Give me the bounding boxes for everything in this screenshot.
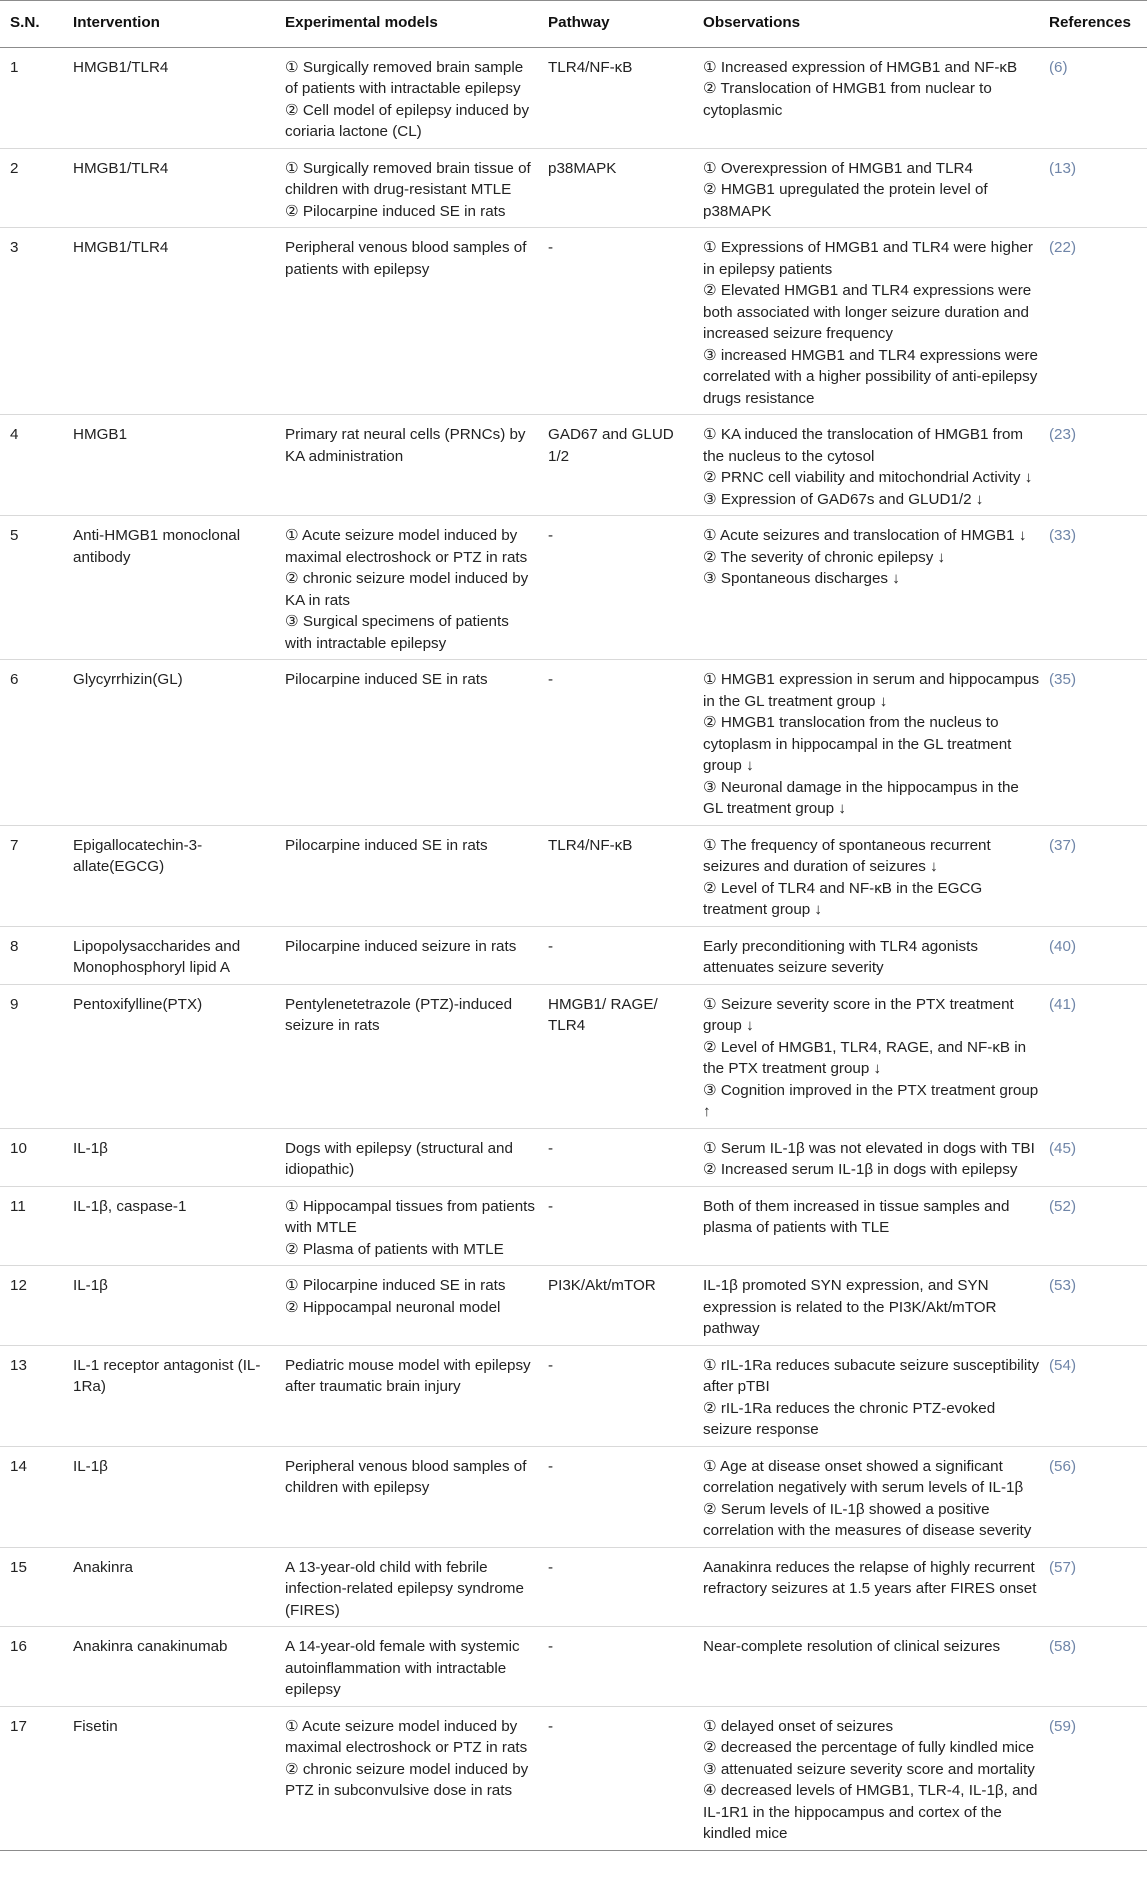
observation-item: ② Translocation of HMGB1 from nuclear to cytoplasmic [703,80,992,119]
observation-item: ① Expressions of HMGB1 and TLR4 were higher in epilepsy patients [703,239,1033,278]
model-item: ③ Surgical specimens of patients with intractable epilepsy [285,613,509,652]
cell-pathway: - [548,228,703,415]
cell-sn: 3 [0,228,73,415]
model-item: ① Acute seizure model induced by maximal electroshock or PTZ in rats [285,527,528,566]
cell-observations [703,1345,1049,1446]
cell-intervention: Glycyrrhizin(GL) [73,660,285,826]
cell-sn: 14 [0,1446,73,1547]
observation-item: ② The severity of chronic epilepsy ↓ [703,548,946,566]
cell-intervention: Anakinra canakinumab [73,1627,285,1707]
table-row [0,1345,1147,1446]
cell-sn: 2 [0,148,73,228]
cell-intervention: IL-1β [73,1128,285,1186]
cell-sn: 1 [0,47,73,148]
table-row [0,1706,1147,1850]
cell-experimental-models [285,516,548,660]
cell-intervention: IL-1β [73,1266,285,1346]
cell-experimental-models [285,1446,548,1547]
observation-item: ③ Spontaneous discharges ↓ [703,570,900,587]
cell-pathway: - [548,1547,703,1627]
cell-observations [703,47,1049,148]
cell-pathway: PI3K/Akt/mTOR [548,1266,703,1346]
table-body [0,47,1147,1850]
observation-item: ② rIL-1Ra reduces the chronic PTZ-evoked seizure response [703,1399,996,1438]
observation-item: ① Age at disease onset showed a significant correlation negatively with serum levels of IL-1β [703,1457,1024,1496]
model-item: Pilocarpine induced SE in rats [285,671,488,688]
cell-experimental-models [285,415,548,516]
cell-intervention: HMGB1/TLR4 [73,148,285,228]
observation-item: ① Acute seizures and translocation of HMGB1 ↓ [703,527,1027,544]
cell-experimental-models [285,1186,548,1266]
cell-observations [703,1266,1049,1346]
cell-intervention: Anakinra [73,1547,285,1627]
cell-pathway: TLR4/NF-κB [548,825,703,926]
cell-experimental-models [285,1627,548,1707]
cell-observations [703,148,1049,228]
observation-item: ① HMGB1 expression in serum and hippocampus in the GL treatment group ↓ [703,671,1040,710]
observation-item: ③ increased HMGB1 and TLR4 expressions were correlated with a higher possibility of anti-epilepsy drugs resistance [703,346,1038,407]
observation-item: ② PRNC cell viability and mitochondrial Activity ↓ [703,469,1033,486]
cell-reference-link: (33) [1049,516,1147,660]
model-item: ① Acute seizure model induced by maximal electroshock or PTZ in rats [285,1717,528,1756]
cell-pathway: - [548,1706,703,1850]
cell-sn: 11 [0,1186,73,1266]
cell-pathway: - [548,1345,703,1446]
observation-item: ③ Expression of GAD67s and GLUD1/2 ↓ [703,490,984,508]
cell-experimental-models [285,228,548,415]
model-item: Pilocarpine induced seizure in rats [285,937,517,955]
table-row [0,415,1147,516]
cell-experimental-models [285,1547,548,1627]
cell-sn: 4 [0,415,73,516]
model-item: Peripheral venous blood samples of children with epilepsy [285,1457,527,1496]
cell-observations [703,1547,1049,1627]
cell-observations [703,926,1049,984]
table-row [0,984,1147,1128]
cell-reference-link: (35) [1049,660,1147,826]
cell-observations [703,984,1049,1128]
model-item: ② chronic seizure model induced by PTZ in subconvulsive dose in rats [285,1760,529,1799]
observation-item: Near-complete resolution of clinical seizures [703,1638,1001,1655]
cell-intervention: Lipopolysaccharides and Monophosphoryl lipid A [73,926,285,984]
observation-item: ③ attenuated seizure severity score and mortality [703,1760,1035,1778]
cell-intervention: HMGB1/TLR4 [73,228,285,415]
header-observations: Observations [703,1,1049,48]
cell-reference-link: (41) [1049,984,1147,1128]
observation-item: ② HMGB1 upregulated the protein level of p38MAPK [703,181,988,220]
cell-intervention: Pentoxifylline(PTX) [73,984,285,1128]
cell-experimental-models [285,148,548,228]
cell-sn: 9 [0,984,73,1128]
cell-reference-link: (40) [1049,926,1147,984]
table-row [0,516,1147,660]
model-item: Peripheral venous blood samples of patients with epilepsy [285,239,527,278]
header-experimental-models: Experimental models [285,1,548,48]
model-item: ① Surgically removed brain tissue of children with drug-resistant MTLE [285,159,531,198]
cell-experimental-models [285,47,548,148]
model-item: ① Surgically removed brain sample of patients with intractable epilepsy [285,58,524,97]
cell-experimental-models [285,1128,548,1186]
cell-observations [703,1186,1049,1266]
cell-experimental-models [285,1706,548,1850]
table-row [0,926,1147,984]
table-row [0,1547,1147,1627]
cell-pathway: - [548,1627,703,1707]
cell-observations [703,660,1049,826]
cell-experimental-models [285,1266,548,1346]
cell-intervention: IL-1β [73,1446,285,1547]
table-row [0,825,1147,926]
cell-sn: 15 [0,1547,73,1627]
observation-item: ② Level of TLR4 and NF-κB in the EGCG treatment group ↓ [703,879,983,918]
cell-sn: 7 [0,825,73,926]
observation-item: ② decreased the percentage of fully kindled mice [703,1739,1035,1756]
cell-sn: 10 [0,1128,73,1186]
cell-pathway: - [548,1446,703,1547]
cell-pathway: - [548,926,703,984]
cell-sn: 12 [0,1266,73,1346]
cell-reference-link: (45) [1049,1128,1147,1186]
observation-item: IL-1β promoted SYN expression, and SYN expression is related to the PI3K/Akt/mTOR pathway [703,1277,997,1337]
cell-observations [703,1706,1049,1850]
cell-pathway: GAD67 and GLUD 1/2 [548,415,703,516]
table-row [0,228,1147,415]
table-row [0,47,1147,148]
cell-observations [703,415,1049,516]
cell-reference-link: (54) [1049,1345,1147,1446]
observation-item: ① The frequency of spontaneous recurrent seizures and duration of seizures ↓ [703,836,991,875]
cell-reference-link: (37) [1049,825,1147,926]
cell-sn: 17 [0,1706,73,1850]
cell-experimental-models [285,660,548,826]
model-item: ① Hippocampal tissues from patients with MTLE [285,1197,535,1236]
model-item: ① Pilocarpine induced SE in rats [285,1277,506,1294]
model-item: Pilocarpine induced SE in rats [285,836,488,854]
cell-intervention: Epigallocatechin-3-allate(EGCG) [73,825,285,926]
cell-intervention: HMGB1/TLR4 [73,47,285,148]
observation-item: ① Increased expression of HMGB1 and NF-κB [703,58,1018,76]
model-item: ② Pilocarpine induced SE in rats [285,202,506,220]
cell-sn: 6 [0,660,73,826]
cell-pathway: HMGB1/ RAGE/ TLR4 [548,984,703,1128]
table-row [0,148,1147,228]
observation-item: ① rIL-1Ra reduces subacute seizure susceptibility after pTBI [703,1356,1040,1395]
observation-item: ③ Cognition improved in the PTX treatment group ↑ [703,1081,1039,1120]
cell-pathway: - [548,660,703,826]
observation-item: ② Level of HMGB1, TLR4, RAGE, and NF-κB in the PTX treatment group ↓ [703,1038,1027,1077]
observation-item: ① Overexpression of HMGB1 and TLR4 [703,159,973,177]
observation-item: ① Seizure severity score in the PTX treatment group ↓ [703,995,1014,1034]
model-item: A 13-year-old child with febrile infection-related epilepsy syndrome (FIRES) [285,1558,524,1619]
observation-item: Both of them increased in tissue samples and plasma of patients with TLE [703,1197,1010,1236]
observation-item: ② HMGB1 translocation from the nucleus to cytoplasm in hippocampal in the GL treatment group ↓ [703,714,1012,774]
header-pathway: Pathway [548,1,703,48]
cell-observations [703,228,1049,415]
cell-observations [703,1627,1049,1707]
observation-item: Early preconditioning with TLR4 agonists attenuates seizure severity [703,937,978,976]
cell-sn: 13 [0,1345,73,1446]
cell-pathway: - [548,1128,703,1186]
observation-item: ③ Neuronal damage in the hippocampus in the GL treatment group ↓ [703,778,1019,817]
header-sn: S.N. [0,1,73,48]
cell-reference-link: (59) [1049,1706,1147,1850]
cell-reference-link: (58) [1049,1627,1147,1707]
cell-experimental-models [285,825,548,926]
cell-intervention: Anti-HMGB1 monoclonal antibody [73,516,285,660]
header-row [0,1,1147,48]
cell-reference-link: (53) [1049,1266,1147,1346]
cell-intervention: IL-1β, caspase-1 [73,1186,285,1266]
cell-observations [703,1446,1049,1547]
cell-reference-link: (57) [1049,1547,1147,1627]
cell-observations [703,516,1049,660]
cell-sn: 16 [0,1627,73,1707]
model-item: Dogs with epilepsy (structural and idiopathic) [285,1139,513,1178]
model-item: ② chronic seizure model induced by KA in rats [285,570,529,609]
table-header [0,1,1147,48]
cell-intervention: IL-1 receptor antagonist (IL-1Ra) [73,1345,285,1446]
table-row [0,1128,1147,1186]
observation-item: ① KA induced the translocation of HMGB1 from the nucleus to the cytosol [703,426,1024,465]
model-item: A 14-year-old female with systemic autoinflammation with intractable epilepsy [285,1638,520,1698]
observation-item: ② Increased serum IL-1β in dogs with epilepsy [703,1161,1018,1178]
cell-reference-link: (23) [1049,415,1147,516]
observation-item: ① Serum IL-1β was not elevated in dogs with TBI [703,1139,1035,1157]
table-row [0,1627,1147,1707]
table-row [0,1266,1147,1346]
table-row [0,1186,1147,1266]
table-row [0,1446,1147,1547]
cell-pathway: p38MAPK [548,148,703,228]
cell-sn: 8 [0,926,73,984]
cell-reference-link: (22) [1049,228,1147,415]
cell-pathway: - [548,1186,703,1266]
cell-reference-link: (56) [1049,1446,1147,1547]
cell-observations [703,1128,1049,1186]
model-item: Pentylenetetrazole (PTZ)-induced seizure in rats [285,995,513,1034]
cell-experimental-models [285,926,548,984]
cell-experimental-models [285,1345,548,1446]
model-item: Pediatric mouse model with epilepsy after traumatic brain injury [285,1356,531,1395]
cell-pathway: TLR4/NF-κB [548,47,703,148]
cell-experimental-models [285,984,548,1128]
header-intervention: Intervention [73,1,285,48]
observation-item: ① delayed onset of seizures [703,1717,894,1735]
table-row [0,660,1147,826]
cell-reference-link: (6) [1049,47,1147,148]
observation-item: ② Elevated HMGB1 and TLR4 expressions were both associated with longer seizure duration and increased seizure frequency [703,282,1032,342]
cell-pathway: - [548,516,703,660]
header-references: References [1049,1,1147,48]
cell-reference-link: (52) [1049,1186,1147,1266]
cell-reference-link: (13) [1049,148,1147,228]
observation-item: Aanakinra reduces the relapse of highly recurrent refractory seizures at 1.5 years after FIRES onset [703,1558,1037,1597]
observation-item: ② Serum levels of IL-1β showed a positive correlation with the measures of disease severity [703,1500,1032,1539]
model-item: Primary rat neural cells (PRNCs) by KA administration [285,426,526,465]
cell-observations [703,825,1049,926]
cell-intervention: HMGB1 [73,415,285,516]
cell-intervention: Fisetin [73,1706,285,1850]
model-item: ② Cell model of epilepsy induced by coriaria lactone (CL) [285,101,530,140]
cell-sn: 5 [0,516,73,660]
model-item: ② Plasma of patients with MTLE [285,1240,504,1258]
model-item: ② Hippocampal neuronal model [285,1298,501,1316]
observation-item: ④ decreased levels of HMGB1, TLR-4, IL-1β, and IL-1R1 in the hippocampus and cortex of the kindled mice [703,1782,1038,1842]
